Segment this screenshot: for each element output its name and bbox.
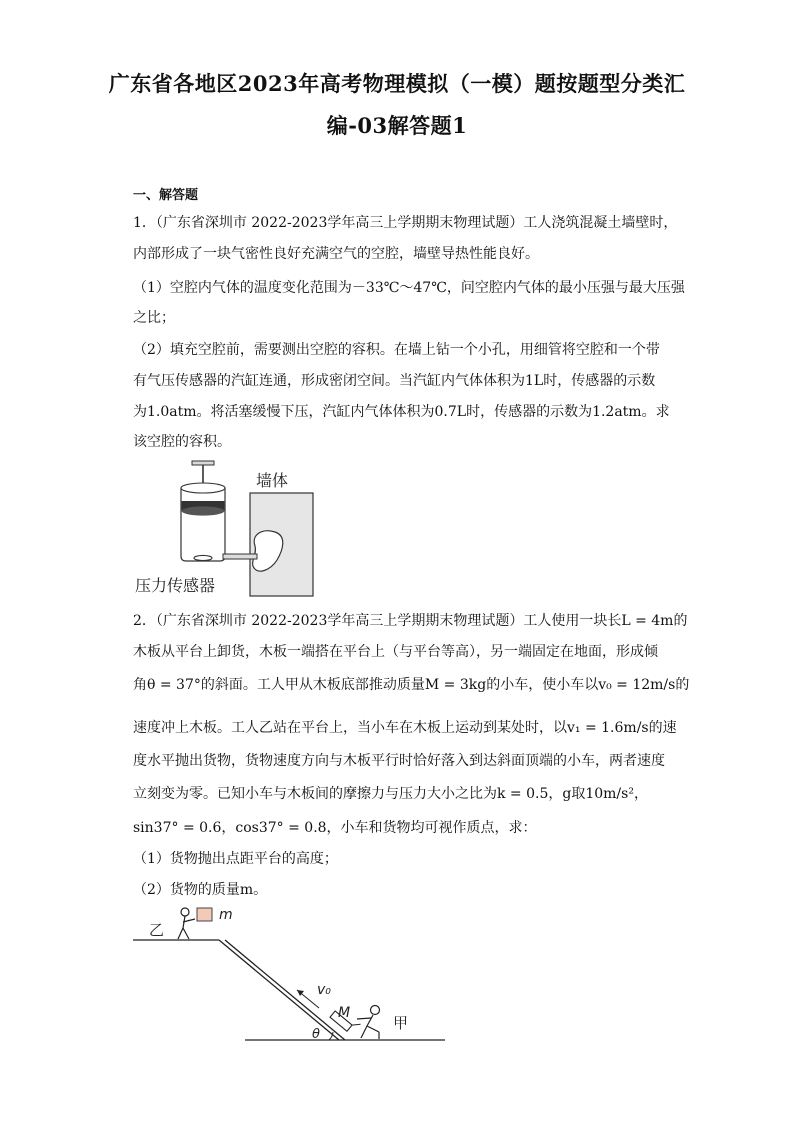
q2-line: 速度冲上木板。工人乙站在平台上，当小车在木板上运动到某处时，以v₁ = 1.6m/s的速 xyxy=(133,720,677,736)
q2-line: 角θ = 37°的斜面。工人甲从木板底部推动质量M = 3kg的小车，使小车以v₀ = 12m/s的 xyxy=(133,677,690,693)
piston-handle xyxy=(192,461,214,465)
q1-line: 1．（广东省深圳市 2022-2023学年高三上学期期末物理试题）工人浇筑混凝土墙壁时， xyxy=(133,215,678,231)
q1-line: （1）空腔内气体的温度变化范围为－33℃～47℃，问空腔内气体的最小压强与最大压强 xyxy=(133,280,685,296)
q1-line: （2）填充空腔前，需要测出空腔的容积。在墙上钻一个小孔，用细管将空腔和一个带 xyxy=(133,342,660,358)
q1-line: 为1.0atm。将活塞缓慢下压，汽缸内气体体积为0.7L时，传感器的示数为1.2atm。求 xyxy=(133,404,670,420)
q2-line: 木板从平台上卸货，木板一端搭在平台上（与平台等高），另一端固定在地面，形成倾 xyxy=(133,644,658,660)
label-jia: 甲 xyxy=(393,1014,409,1032)
label-M: M xyxy=(338,1005,351,1021)
theta-label: θ xyxy=(312,1027,320,1042)
q2-line: （2）货物的质量m。 xyxy=(133,882,268,898)
page-title-line1: 广东省各地区2023年高考物理模拟（一模）题按题型分类汇 xyxy=(108,71,686,96)
section-heading: 一、解答题 xyxy=(133,188,199,203)
worker-jia-figure xyxy=(357,1006,380,1040)
cylinder-top xyxy=(181,483,225,493)
q2-line: 2．（广东省深圳市 2022-2023学年高三上学期期末物理试题）工人使用一块长L = 4m的 xyxy=(133,613,688,629)
label-m: m xyxy=(219,907,233,923)
label-yi: 乙 xyxy=(149,921,165,939)
sensor-label: 压力传感器 xyxy=(135,576,216,595)
label-v0: v₀ xyxy=(317,982,331,998)
q2-line: 度水平抛出货物，货物速度方向与木板平行时恰好落入到达斜面顶端的小车，两者速度 xyxy=(133,753,665,769)
piston-bottom xyxy=(182,506,225,515)
page-title-line2: 编-03解答题1 xyxy=(326,113,468,138)
q1-line: 有气压传感器的汽缸连通，形成密闭空间。当汽缸内气体体积为1L时，传感器的示数 xyxy=(133,373,656,389)
q2-line: sin37° = 0.6，cos37° = 0.8，小车和货物均可视作质点，求： xyxy=(133,820,537,836)
q2-line: （1）货物抛出点距平台的高度； xyxy=(133,851,338,867)
q1-cylinder-wall-figure xyxy=(133,458,333,598)
pressure-sensor xyxy=(194,555,212,560)
q2-line: 立刻变为零。已知小车与木板间的摩擦力与压力大小之比为k = 0.5，g取10m/s²， xyxy=(133,786,648,802)
q1-line: 之比； xyxy=(133,310,175,326)
q1-line: 内部形成了一块气密性良好充满空气的空腔，墙壁导热性能良好。 xyxy=(133,246,539,262)
q1-line: 该空腔的容积。 xyxy=(133,434,231,450)
wall-label: 墙体 xyxy=(256,471,289,490)
cylinder-body xyxy=(181,488,225,561)
q2-ramp-figure xyxy=(133,900,453,1050)
connecting-tube xyxy=(223,554,257,559)
cargo-box xyxy=(197,908,212,921)
worker-yi-figure xyxy=(178,908,195,939)
